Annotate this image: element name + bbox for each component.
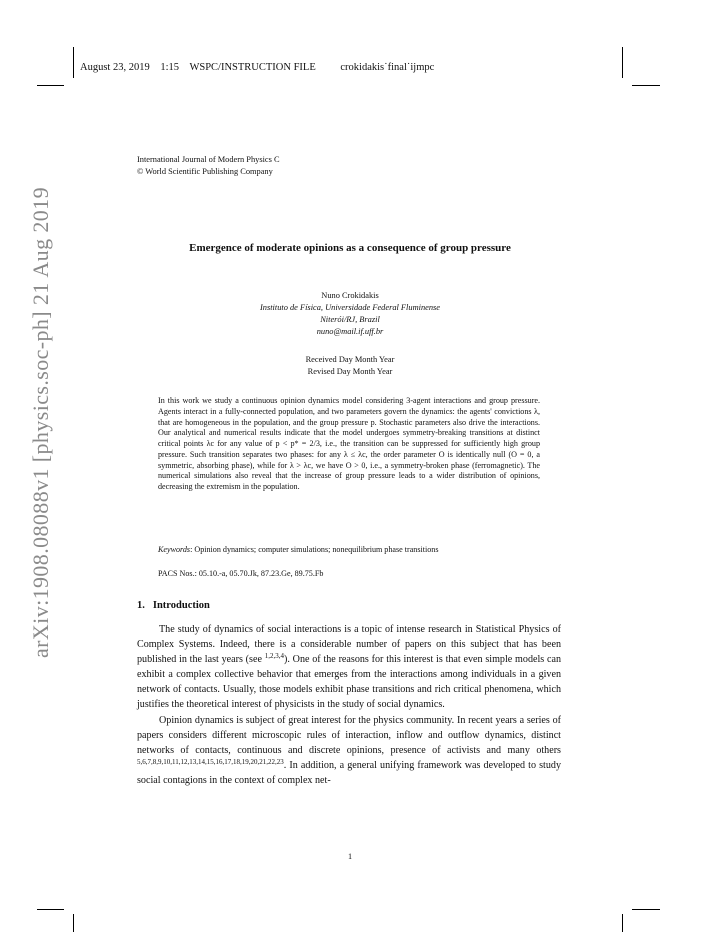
- citation-refs: 1,2,3,4: [264, 652, 284, 661]
- header-file-type: WSPC/INSTRUCTION FILE: [189, 62, 316, 73]
- paragraph-2-text: Opinion dynamics is subject of great interest for the physics community. In recent years a series of papers considers different microscopic rules of interaction, inflow and outflow dynamics, distinct networks of contacts, continuous and discrete opinions, presence of activists and many others: [137, 714, 561, 756]
- arxiv-identifier-text: arXiv:1908.08088v1 [physics.soc-ph] 21 Aug 2019: [28, 187, 53, 658]
- author-block: [140, 290, 560, 338]
- crop-mark-bottom-right-vertical: [622, 914, 623, 932]
- paragraph-1-text: The study of dynamics of social interactions is a topic of intense research in Statistical Physics of Complex Systems. Indeed, there is a considerable number of papers on this subject that has been published in the last years (see: [137, 624, 561, 666]
- paragraph-2-text-cont: . In addition, a general unifying framework was developed to study social contagions in the context of complex net-: [137, 759, 561, 786]
- section-number: 1.: [137, 600, 145, 611]
- body-text: [137, 622, 561, 788]
- journal-name: International Journal of Modern Physics C: [137, 155, 280, 164]
- author-name: Nuno Crokidakis: [321, 291, 379, 300]
- running-header: [80, 62, 442, 73]
- pacs-numbers: PACS Nos.: 05.10.-a, 05.70.Jk, 87.23.Ge, 89.75.Fb: [158, 569, 324, 578]
- author-email: nuno@mail.if.uff.br: [316, 327, 384, 336]
- abstract: In this work we study a continuous opinion dynamics model considering 3-agent interactions and group pressure. Agents interact in a fully-connected population, and two parameters govern the dynamics: the agents' convictions λ, that are homogeneous in the population, and the group pressure p. Stochastic parameters also drive the interactions. Our analytical and numerical results indicate that the model undergoes symmetry-breaking transitions at distinct critical points λc for any value of p < p* = 2/3, i.e., the transition can be suppressed for sufficiently high group pressure. Such transition separates two phases: for any λ ≤ λc, the order parameter O is identically null (O = 0, a symmetric, absorbing phase), while for λ > λc, we have O > 0, i.e., a symmetry-broken phase (ferromagnetic). The numerical simulations also reveal that the increase of group pressure leads to a wider distribution of opinions, decreasing the extremism in the population.: [158, 396, 540, 491]
- arxiv-side-identifier: [8, 187, 53, 658]
- page-number: 1: [347, 852, 353, 861]
- keywords: [158, 545, 558, 554]
- section-title: Introduction: [152, 600, 210, 611]
- author-location: Niterói/RJ, Brazil: [320, 315, 380, 324]
- revised-line: Revised Day Month Year: [307, 367, 393, 376]
- paragraph-1-text-cont: ). One of the reasons for this interest is that even simple models can exhibit a complex collective behavior that emerges from the interactions among individuals in a given network of contacts. Usually, those models exhibit phase transitions and rich critical phenomena, which justifies the theoretical interest of physicists in the study of social dynamics.: [137, 654, 561, 711]
- paper-title: Emergence of moderate opinions as a consequence of group pressure: [189, 242, 511, 254]
- section-heading: [137, 600, 218, 611]
- journal-info: [137, 154, 280, 178]
- citation-refs: 5,6,7,8,9,10,11,12,13,14,15,16,17,18,19,20,21,22,23: [137, 757, 284, 766]
- received-line: Received Day Month Year: [305, 355, 395, 364]
- keywords-text: : Opinion dynamics; computer simulations; nonequilibrium phase transitions: [190, 545, 439, 554]
- crop-mark-bottom-left-vertical: [73, 914, 74, 932]
- header-file-name: crokidakis˙final˙ijmpc: [340, 62, 435, 73]
- header-time: 1:15: [160, 62, 180, 73]
- crop-mark-top-right-horizontal: [632, 85, 660, 86]
- header-date: August 23, 2019: [80, 62, 150, 73]
- paragraph-2: [137, 713, 561, 788]
- crop-mark-top-right-vertical: [622, 47, 623, 78]
- journal-publisher: © World Scientific Publishing Company: [137, 167, 273, 176]
- crop-mark-top-left-horizontal: [37, 85, 64, 86]
- author-institution: Instituto de Física, Universidade Federal Fluminense: [259, 303, 441, 312]
- crop-mark-top-left-vertical: [73, 47, 74, 78]
- crop-mark-bottom-right-horizontal: [632, 909, 660, 910]
- crop-mark-bottom-left-horizontal: [37, 909, 64, 910]
- keywords-label: Keywords: [158, 545, 191, 554]
- received-dates: [140, 354, 560, 378]
- paragraph-1: [137, 622, 561, 713]
